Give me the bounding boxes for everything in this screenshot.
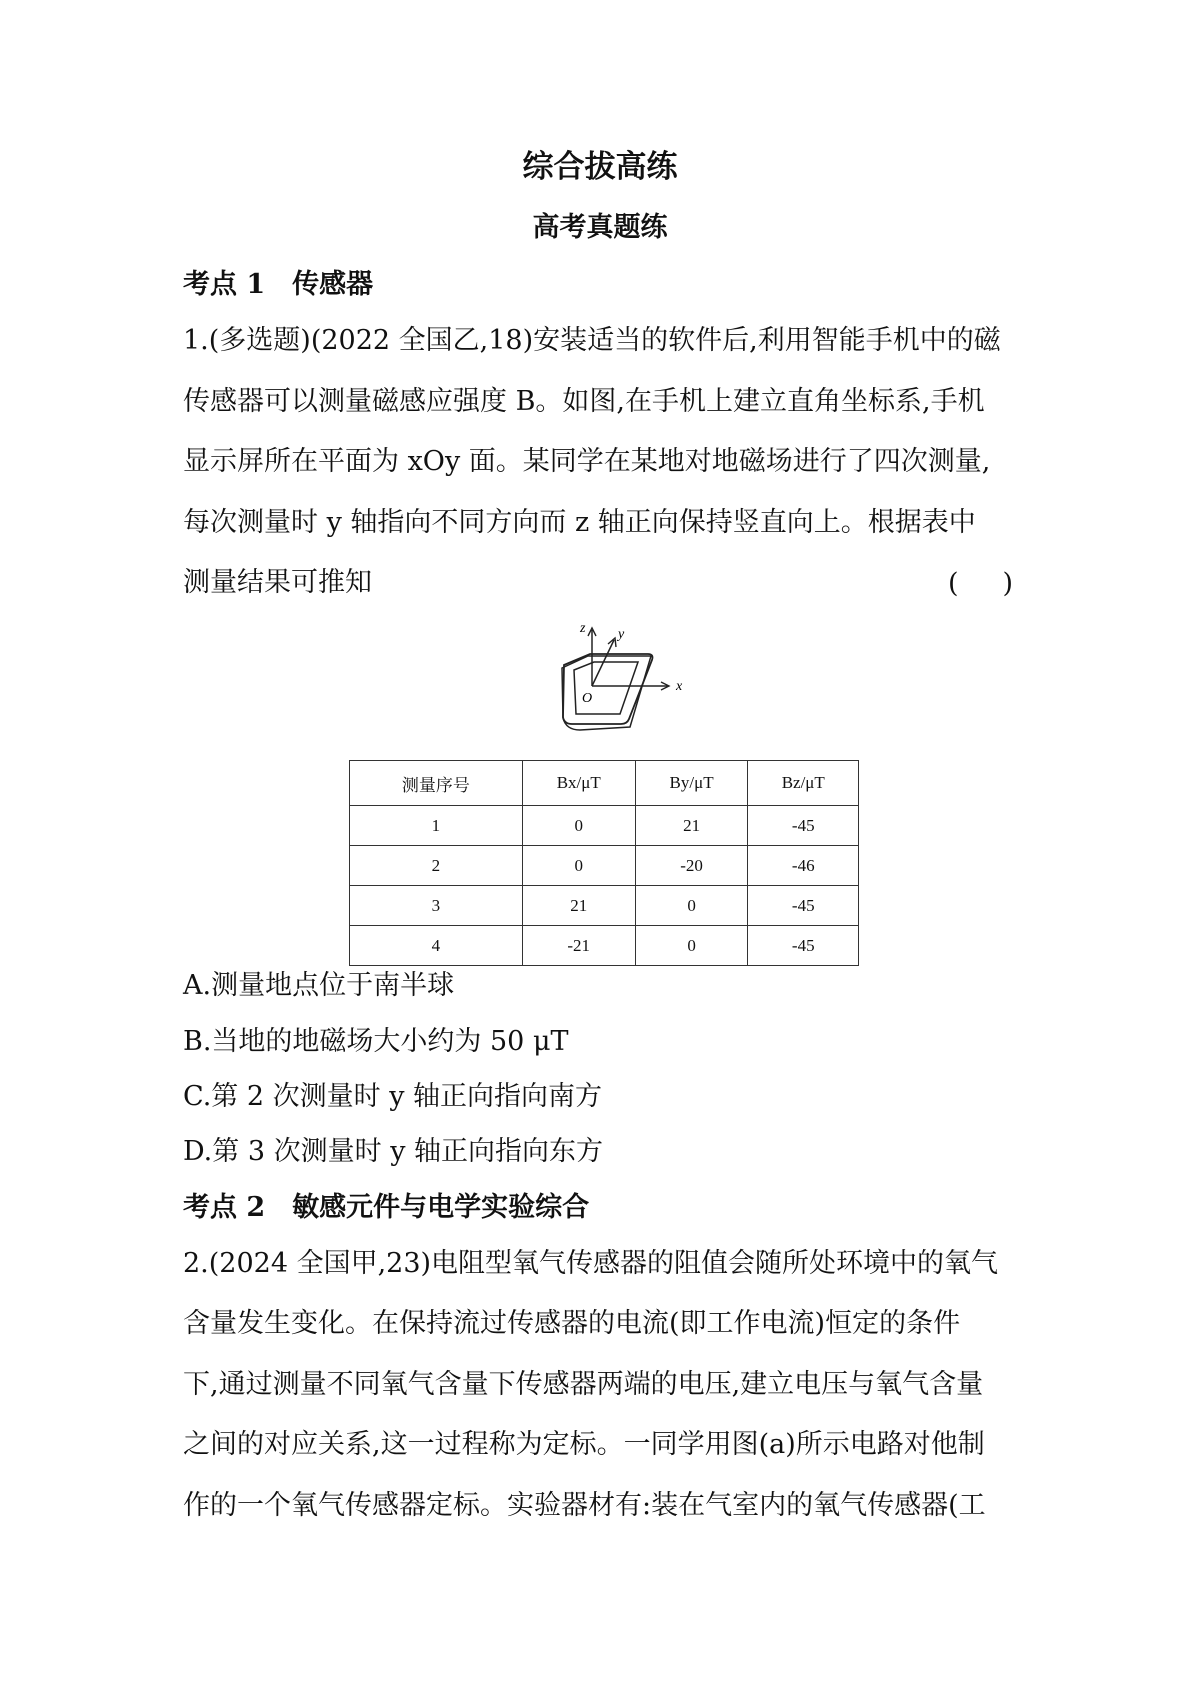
option-b: B.当地的地磁场大小约为 50 μT	[183, 1026, 569, 1057]
question-2-line: 含量发生变化。在保持流过传感器的电流(即工作电流)恒定的条件	[183, 1308, 961, 1339]
table-cell: 3	[350, 886, 523, 926]
table-cell: 0	[635, 886, 748, 926]
table-cell: 21	[522, 886, 635, 926]
table-cell: 0	[635, 926, 748, 966]
x-label: x	[676, 679, 683, 694]
question-2-line: 下,通过测量不同氧气含量下传感器两端的电压,建立电压与氧气含量	[183, 1369, 984, 1400]
table-cell: 0	[522, 846, 635, 886]
table-header-cell: Bz/μT	[748, 761, 859, 806]
y-axis	[592, 640, 614, 686]
table-row	[350, 886, 859, 926]
section-heading-2: 考点 2 敏感元件与电学实验综合	[183, 1192, 590, 1223]
origin-label: O	[582, 691, 593, 706]
question-1-line: 1.(多选题)(2022 全国乙,18)安装适当的软件后,利用智能手机中的磁	[183, 325, 1001, 356]
table-header-row	[350, 761, 859, 806]
question-1-line: 显示屏所在平面为 xOy 面。某同学在某地对地磁场进行了四次测量,	[183, 446, 991, 477]
phone-screen	[574, 662, 638, 714]
phone-axes-figure	[530, 618, 690, 738]
question-1-line: 传感器可以测量磁感应强度 B。如图,在手机上建立直角坐标系,手机	[183, 386, 985, 417]
question-1-line: 测量结果可推知	[183, 567, 372, 598]
table-cell: 4	[350, 926, 523, 966]
answer-blank: ( )	[948, 568, 1014, 599]
table-header-cell: 测量序号	[350, 761, 523, 806]
z-label: z	[580, 621, 586, 636]
option-d: D.第 3 次测量时 y 轴正向指向东方	[183, 1136, 604, 1167]
option-a: A.测量地点位于南半球	[183, 970, 455, 1001]
table-cell: -21	[522, 926, 635, 966]
question-2-line: 之间的对应关系,这一过程称为定标。一同学用图(a)所示电路对他制	[183, 1429, 985, 1460]
table-cell: -45	[748, 806, 859, 846]
question-1-line: 每次测量时 y 轴指向不同方向而 z 轴正向保持竖直向上。根据表中	[183, 507, 976, 538]
table-cell: 21	[635, 806, 748, 846]
question-2-line: 2.(2024 全国甲,23)电阻型氧气传感器的阻值会随所处环境中的氧气	[183, 1248, 999, 1279]
table-cell: 0	[522, 806, 635, 846]
table-cell: -45	[748, 886, 859, 926]
table-row	[350, 806, 859, 846]
y-label: y	[618, 627, 625, 642]
table-header-cell: By/μT	[635, 761, 748, 806]
section-heading-1: 考点 1 传感器	[183, 269, 374, 300]
table-header-cell: Bx/μT	[522, 761, 635, 806]
table-cell: -20	[635, 846, 748, 886]
question-2-line: 作的一个氧气传感器定标。实验器材有:装在气室内的氧气传感器(工	[183, 1490, 986, 1521]
table-cell: 2	[350, 846, 523, 886]
option-c: C.第 2 次测量时 y 轴正向指向南方	[183, 1081, 603, 1112]
table-row	[350, 926, 859, 966]
table-cell: -46	[748, 846, 859, 886]
page-subtitle: 高考真题练	[532, 212, 668, 243]
table-row	[350, 846, 859, 886]
table-cell: -45	[748, 926, 859, 966]
table-cell: 1	[350, 806, 523, 846]
page-title: 综合拔高练	[522, 149, 678, 185]
measurement-table	[349, 760, 859, 966]
